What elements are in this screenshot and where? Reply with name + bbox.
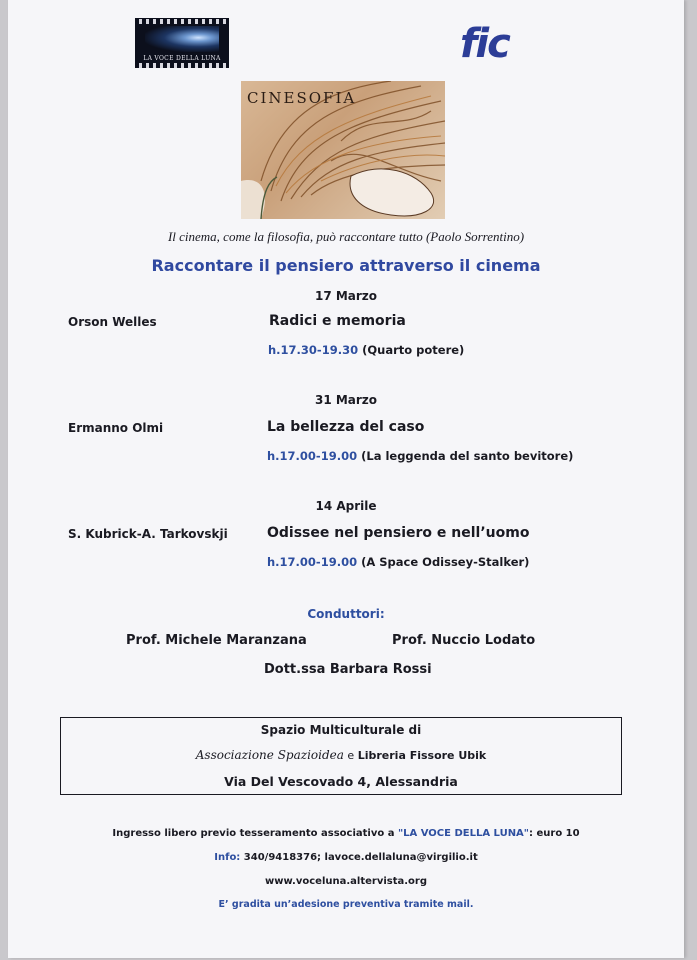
host-name: Prof. Nuccio Lodato [392, 633, 536, 648]
venue-box [60, 717, 622, 795]
venue-address: Via Del Vescovado 4, Alessandria [224, 774, 458, 789]
event-film: (Quarto potere) [362, 343, 465, 357]
event-schedule [268, 343, 464, 357]
poster-sheet [8, 0, 684, 958]
info-label: Info: [214, 852, 241, 863]
event-film: (La leggenda del santo bevitore) [361, 449, 574, 463]
cinesofia-artwork [241, 81, 445, 219]
event-date: 14 Aprile [315, 499, 377, 513]
moon-glow-image [145, 26, 219, 52]
website-link[interactable]: www.voceluna.altervista.org [264, 876, 428, 887]
venue-association: Associazione Spazioidea [195, 748, 344, 762]
logo-caption: LA VOCE DELLA LUNA [143, 55, 221, 62]
registration-note: E’ gradita un’adesione preventiva tramite mail. [218, 899, 474, 910]
event-time: h.17.30-19.30 [268, 343, 359, 357]
event-film: (A Space Odissey-Stalker) [361, 555, 530, 569]
entry-info [8, 828, 684, 839]
host-name: Prof. Michele Maranzana [126, 633, 307, 648]
voce-della-luna-logo [135, 18, 229, 68]
film-strip-icon [135, 63, 229, 68]
event-director: Ermanno Olmi [68, 421, 164, 435]
event-time: h.17.00-19.00 [267, 449, 358, 463]
event-title: Radici e memoria [269, 313, 406, 329]
event-date: 31 Marzo [314, 393, 378, 407]
event-schedule [267, 555, 529, 569]
host-name: Dott.ssa Barbara Rossi [264, 662, 432, 677]
event-time: h.17.00-19.00 [267, 555, 358, 569]
event-title: La bellezza del caso [267, 419, 425, 435]
artwork-title: CINESOFIA [247, 89, 357, 107]
event-director: Orson Welles [68, 315, 157, 329]
hosts-label: Conduttori: [307, 607, 385, 621]
fic-logo: fic [460, 21, 509, 67]
entry-suffix: : euro 10 [529, 828, 580, 839]
contact-info [8, 852, 684, 863]
venue-conj: e [347, 749, 355, 762]
film-strip-icon [135, 19, 229, 24]
venue-bookshop: Libreria Fissore Ubik [357, 749, 487, 762]
venue-line1: Spazio Multiculturale di [260, 723, 422, 737]
venue-organizers [61, 748, 621, 762]
entry-prefix: Ingresso libero previo tesseramento associativo a [112, 828, 395, 839]
headline: Raccontare il pensiero attraverso il cinema [151, 256, 541, 275]
event-title: Odissee nel pensiero e nell’uomo [267, 525, 530, 541]
event-director: S. Kubrick-A. Tarkovskji [68, 527, 228, 541]
event-date: 17 Marzo [314, 289, 378, 303]
entry-org: "LA VOCE DELLA LUNA" [397, 828, 530, 839]
info-value[interactable]: 340/9418376; lavoce.dellaluna@virgilio.it [243, 852, 478, 863]
sorrentino-quote: Il cinema, come la filosofia, può raccontare tutto (Paolo Sorrentino) [167, 229, 525, 244]
event-schedule [267, 449, 573, 463]
